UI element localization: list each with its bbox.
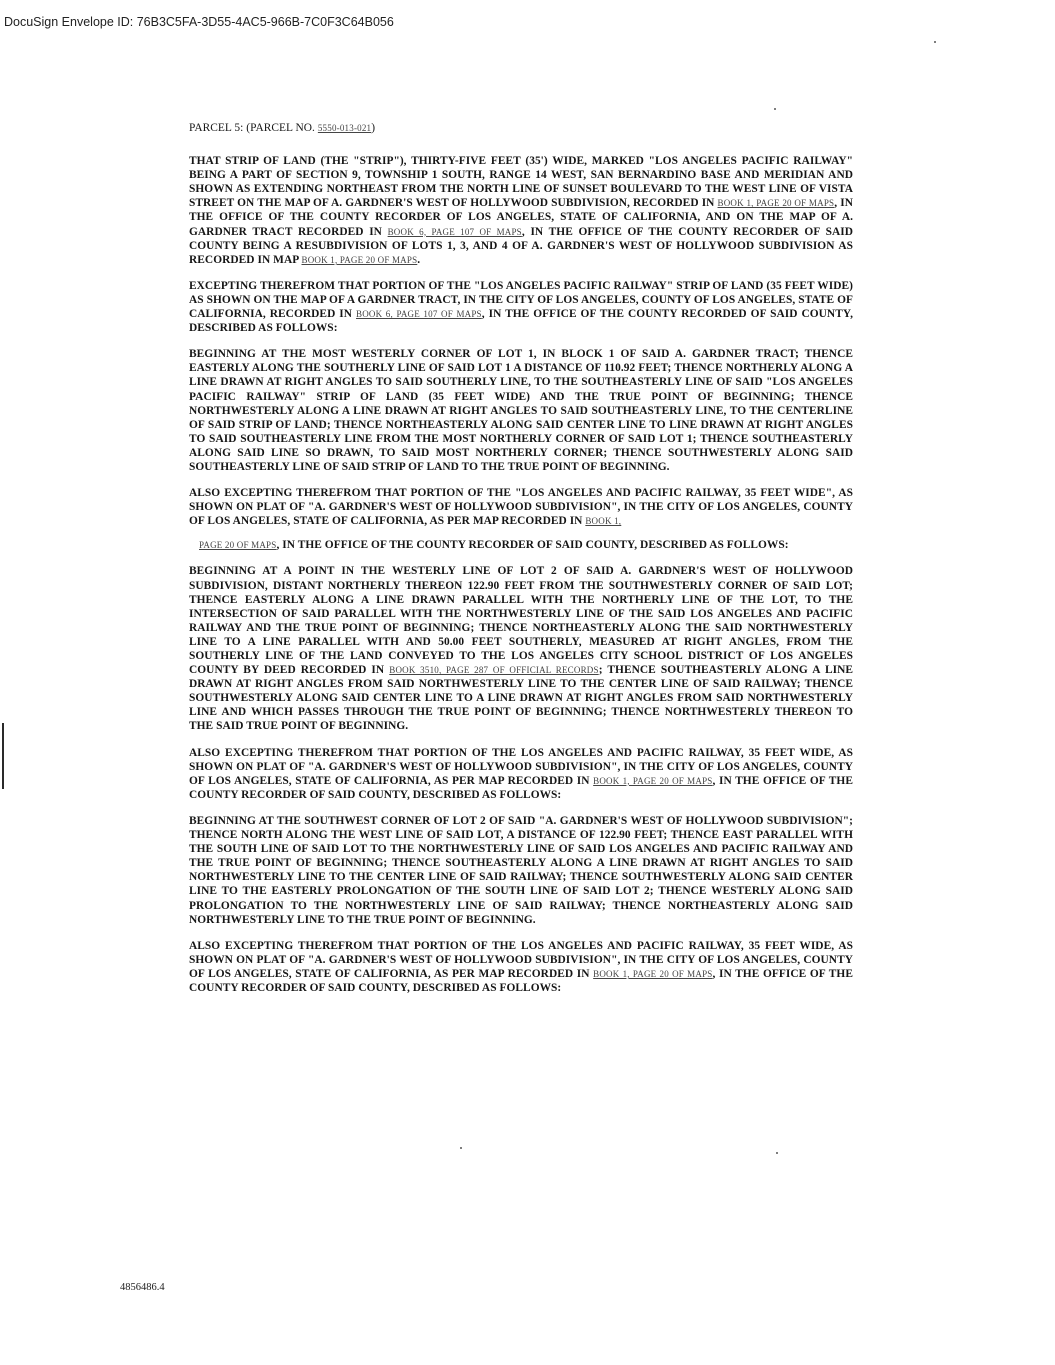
paragraph-text: THAT STRIP OF LAND (THE "STRIP"), THIRTY-FIVE FEET (35') WIDE, MARKED "LOS ANGELES PACIFIC RAILWAY" BEING A PART OF SECTION 9, TOWNSHIP 1 SOUTH, RANGE 14 WEST, SAN BERNARDINO BASE AND MERIDIAN AND SHOWN AS EXTENDING NORTHEAST FROM THE NORTH LINE OF SUNSET BOULEVARD TO THE WEST LINE OF VISTA STREET ON THE MAP OF A. GARDNER'S WEST OF HOLLYWOOD SUBDIVISION, RECORDED IN — [189, 155, 853, 210]
parcel-label: PARCEL 5: (PARCEL NO. — [189, 122, 318, 134]
paragraph-text: , IN THE OFFICE OF THE COUNTY RECORDER OF LOS ANGELES, STATE OF CALIFORNIA, AND ON THE MAP OF A. GARDNER TRACT RECORDED IN — [189, 197, 853, 238]
legal-description — [189, 121, 853, 1007]
scan-speck — [776, 1152, 778, 1154]
parcel-close: ) — [371, 122, 376, 134]
parcel-number: 5550-013-021 — [317, 123, 372, 133]
paragraph-text: , IN THE OFFICE OF THE COUNTY RECORDER OF SAID COUNTY BEING A RESUBDIVISION OF LOTS 1, 3, AND 4 OF A. GARDNER'S WEST OF HOLLYWOOD SUBDIVISION AS RECORDED IN MAP — [189, 225, 853, 266]
map-reference: BOOK 1, PAGE 20 OF MAPS — [593, 775, 713, 786]
map-reference: PAGE 20 OF MAPS — [199, 540, 277, 551]
map-reference: BOOK 1, — [585, 516, 622, 527]
paragraph-text: , IN THE OFFICE OF THE COUNTY RECORDED OF SAID COUNTY, DESCRIBED AS FOLLOWS: — [189, 308, 853, 335]
scan-speck — [934, 41, 936, 43]
paragraph-text: ; THENCE SOUTHEASTERLY ALONG A LINE DRAWN AT RIGHT ANGLES FROM SAID NORTHWESTERLY LINE TO THE CENTER LINE OF SAID RAILWAY; THENCE SOUTHWESTERLY ALONG SAID CENTER LINE TO A LINE DRAWN AT RIGHT ANGLES FROM SAID NORTHWESTERLY LINE AND WHICH PASSES THROUGH THE TRUE POINT OF BEGINNING; THENCE NORTHWESTERLY THEREON TO THE SAID TRUE POINT OF BEGINNING. — [189, 664, 854, 733]
map-reference: BOOK 1, PAGE 20 OF MAPS — [593, 968, 713, 979]
paragraph-text: ALSO EXCEPTING THEREFROM THAT PORTION OF THE LOS ANGELES AND PACIFIC RAILWAY, 35 FEET WIDE, AS SHOWN ON PLAT OF "A. GARDNER'S WEST OF HOLLYWOOD SUBDIVISION", IN THE CITY OF LOS ANGELES, COUNTY OF LOS ANGELES, STATE OF CALIFORNIA, AS PER MAP RECORDED IN — [189, 939, 853, 980]
paragraph-exception-4 — [189, 939, 853, 995]
map-reference: BOOK 6, PAGE 107 OF MAPS — [387, 226, 522, 237]
paragraph-text: ALSO EXCEPTING THEREFROM THAT PORTION OF THE LOS ANGELES AND PACIFIC RAILWAY, 35 FEET WIDE, AS SHOWN ON PLAT OF "A. GARDNER'S WEST OF HOLLYWOOD SUBDIVISION", IN THE CITY OF LOS ANGELES, COUNTY OF LOS ANGELES, STATE OF CALIFORNIA, AS PER MAP RECORDED IN — [189, 746, 853, 787]
paragraph-exception-2 — [189, 486, 853, 528]
paragraph-exception-2-continued — [189, 538, 853, 552]
paragraph-text: EXCEPTING THEREFROM THAT PORTION OF THE "LOS ANGELES PACIFIC RAILWAY" STRIP OF LAND (35 FEET WIDE) AS SHOWN ON THE MAP OF A GARDNER TRACT, IN THE CITY OF LOS ANGELES, COUNTY OF LOS ANGELES, STATE OF CALIFORNIA, RECORDED IN — [189, 279, 853, 321]
docusign-envelope-id: DocuSign Envelope ID: 76B3C5FA-3D55-4AC5-966B-7C0F3C64B056 — [4, 15, 394, 29]
map-reference: BOOK 1, PAGE 20 OF MAPS — [301, 254, 418, 265]
scan-margin-mark — [2, 723, 4, 789]
map-reference: BOOK 1, PAGE 20 OF MAPS — [717, 198, 835, 209]
paragraph-text: , IN THE OFFICE OF THE COUNTY RECORDER OF SAID COUNTY, DESCRIBED AS FOLLOWS: — [189, 967, 853, 994]
scan-speck — [774, 108, 776, 110]
document-number: 4856486.4 — [120, 1282, 165, 1293]
parcel-heading — [189, 121, 853, 135]
paragraph-text: ALSO EXCEPTING THEREFROM THAT PORTION OF THE "LOS ANGELES AND PACIFIC RAILWAY, 35 FEET WIDE", AS SHOWN ON PLAT OF "A. GARDNER'S WEST OF HOLLYWOOD SUBDIVISION", IN THE CITY OF LOS ANGELES, COUNTY OF LOS ANGELES, STATE OF CALIFORNIA, AS PER MAP RECORDED IN — [189, 487, 853, 528]
paragraph-text: . — [417, 253, 421, 266]
paragraph-metes-bounds-3: BEGINNING AT THE SOUTHWEST CORNER OF LOT 2 OF SAID "A. GARDNER'S WEST OF HOLLYWOOD SUBDIVISION"; THENCE NORTH ALONG THE WEST LINE OF SAID LOT, A DISTANCE OF 122.90 FEET; THENCE EAST PARALLEL WITH THE SOUTH LINE OF SAID LOT TO THE NORTHWESTERLY LINE OF SAID LOS ANGELES AND PACIFIC RAILWAY AND THE TRUE POINT OF BEGINNING; THENCE SOUTHEASTERLY ALONG A LINE DRAWN AT RIGHT ANGLES TO SAID NORTHWESTERLY LINE TO THE CENTER LINE OF SAID RAILWAY; THENCE SOUTHWESTERLY ALONG SAID CENTER LINE TO THE EASTERLY PROLONGATION OF THE SOUTH LINE OF SAID LOT 2; THENCE WESTERLY ALONG SAID PROLONGATION TO THE NORTHWESTERLY LINE OF SAID RAILWAY; THENCE NORTHEASTERLY ALONG SAID NORTHWESTERLY LINE TO THE TRUE POINT OF BEGINNING. — [189, 814, 853, 926]
paragraph-text: , IN THE OFFICE OF THE COUNTY RECORDER OF SAID COUNTY, DESCRIBED AS FOLLOWS: — [189, 774, 853, 801]
paragraph-exception-3 — [189, 746, 853, 802]
paragraph-metes-bounds-1: BEGINNING AT THE MOST WESTERLY CORNER OF LOT 1, IN BLOCK 1 OF SAID A. GARDNER TRACT; THENCE EASTERLY ALONG THE SOUTHERLY LINE OF SAID LOT 1 A DISTANCE OF 110.92 FEET; THENCE NORTHERLY ALONG A LINE DRAWN AT RIGHT ANGLES TO SAID SOUTHERLY LINE, TO THE SOUTHEASTERLY LINE OF SAID "LOS ANGELES PACIFIC RAILWAY" STRIP OF LAND (35 FEET WIDE) AND THE TRUE POINT OF BEGINNING; THENCE NORTHWESTERLY ALONG A LINE DRAWN AT RIGHT ANGLES TO SAID SOUTHEASTERLY LINE, TO THE CENTERLINE OF SAID STRIP OF LAND; THENCE NORTHEASTERLY ALONG SAID CENTER LINE TO LINE DRAWN AT RIGHT ANGLES TO SAID SOUTHEASTERLY LINE FROM THE MOST NORTHERLY CORNER OF SAID LOT 1; THENCE SOUTHEASTERLY ALONG SAID LINE SO DRAWN, TO SAID MOST NORTHERLY CORNER; THENCE SOUTHWESTERLY ALONG SAID SOUTHEASTERLY LINE OF SAID STRIP OF LAND TO THE TRUE POINT OF BEGINNING. — [189, 348, 853, 473]
paragraph-metes-bounds-2 — [189, 564, 853, 733]
paragraph-text: BEGINNING AT A POINT IN THE WESTERLY LINE OF LOT 2 OF SAID A. GARDNER'S WEST OF HOLLYWOOD SUBDIVISION, DISTANT NORTHERLY THEREON 122.90 FEET FROM THE SOUTHWESTERLY CORNER OF SAID LOT; THENCE EASTERLY ALONG A LINE DRAWN PARALLEL WITH THE NORTHERLY LINE OF THE LOT, TO THE INTERSECTION OF SAID PARALLEL WITH THE NORTHWESTERLY LINE OF THE SAID LOS ANGELES AND PACIFIC RAILWAY AND THE TRUE POINT OF BEGINNING; THENCE NORTHEASTERLY ALONG THE SAID NORTHWESTERLY LINE TO A LINE PARALLEL WITH AND 50.00 FEET SOUTHERLY, MEASURED AT RIGHT ANGLES, FROM THE SOUTHERLY LINE OF THE LAND CONVEYED TO THE LOS ANGELES CITY SCHOOL DISTRICT OF LOS ANGELES COUNTY BY DEED RECORDED IN — [189, 565, 853, 677]
scan-speck — [460, 1147, 462, 1149]
paragraph-text: , IN THE OFFICE OF THE COUNTY RECORDER OF SAID COUNTY, DESCRIBED AS FOLLOWS: — [276, 539, 789, 552]
paragraph-exception-1 — [189, 279, 853, 335]
paragraph-strip-description — [189, 154, 853, 267]
map-reference: BOOK 6, PAGE 107 OF MAPS — [356, 309, 482, 320]
deed-reference: BOOK 3510, PAGE 287 OF OFFICIAL RECORDS — [389, 665, 599, 676]
